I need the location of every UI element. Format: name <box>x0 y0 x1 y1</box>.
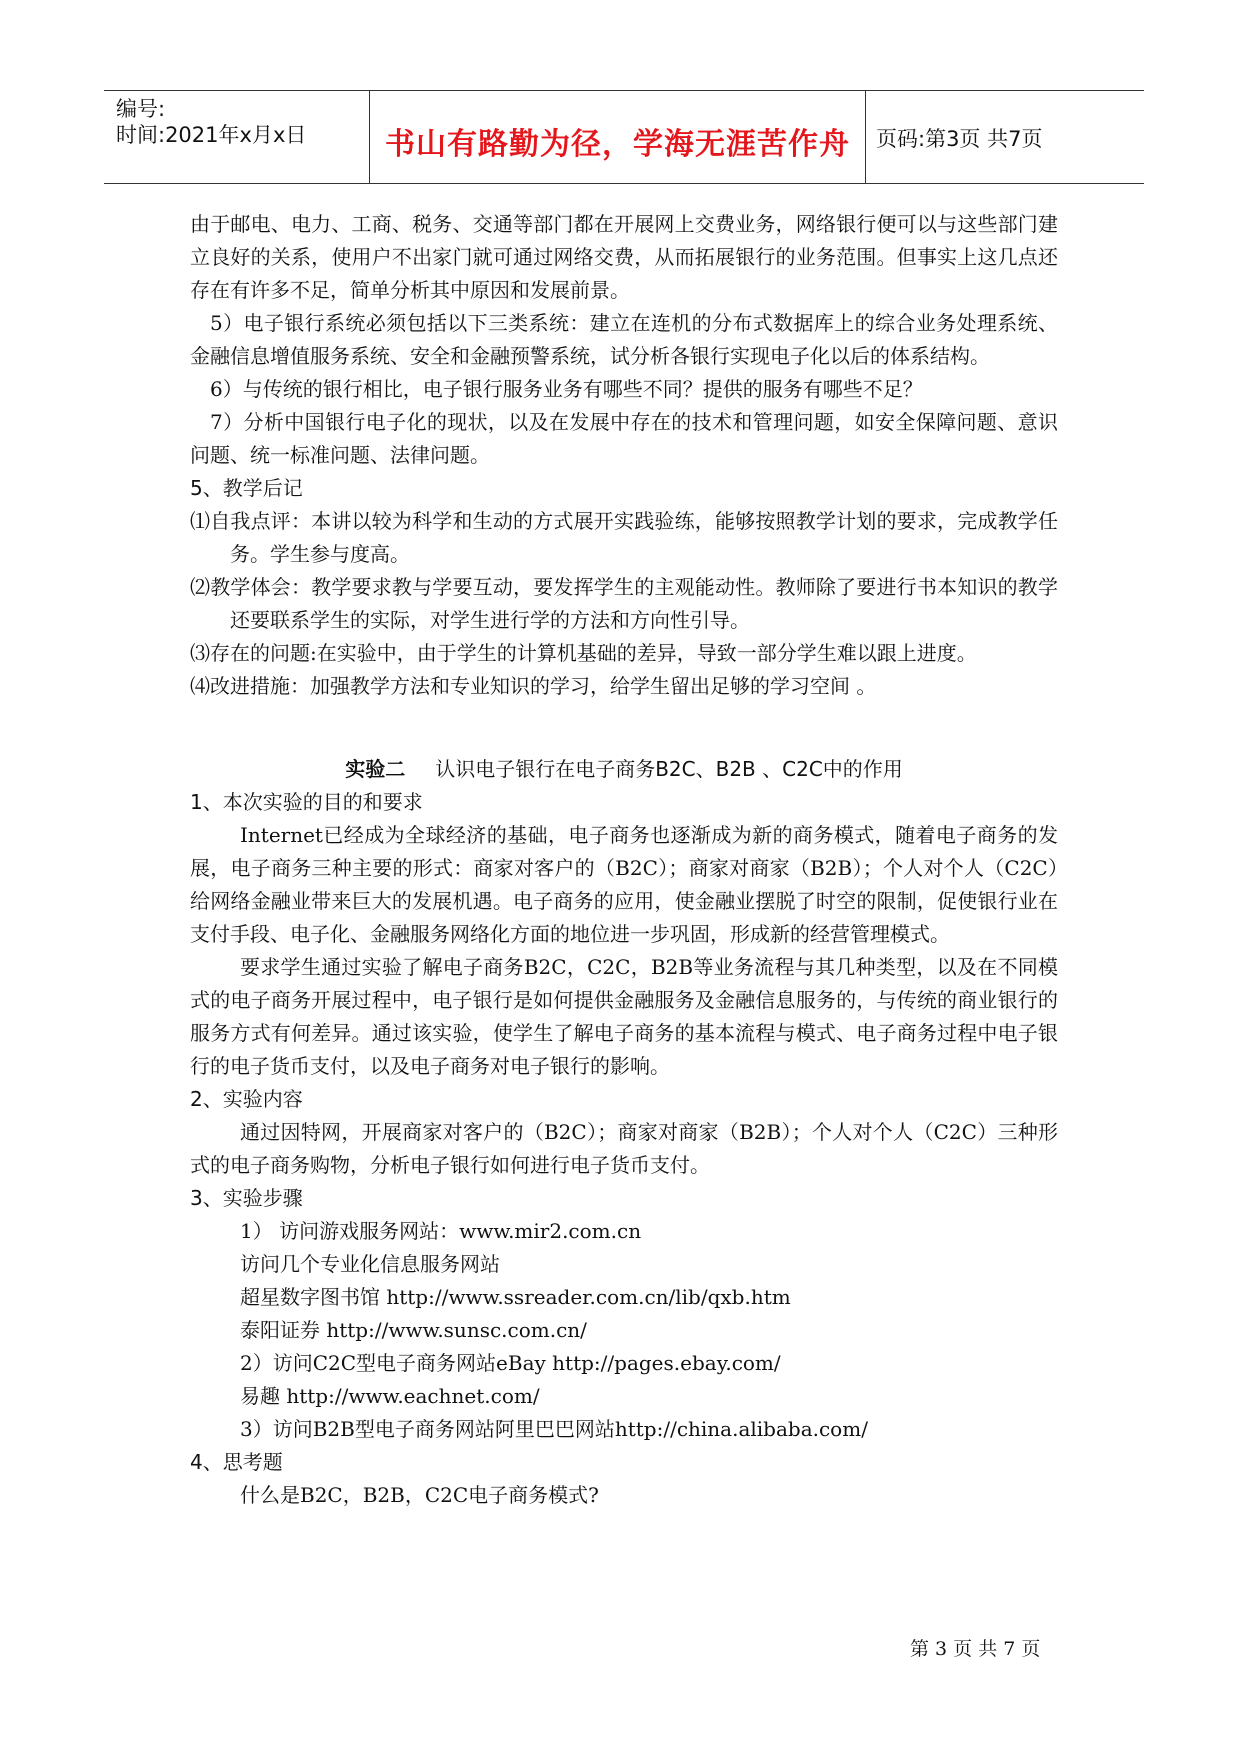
question-item: 6）与传统的银行相比，电子银行服务业务有哪些不同？提供的服务有哪些不足？ <box>210 377 923 401</box>
section-heading: 1、本次实验的目的和要求 <box>190 790 423 814</box>
step-item: 3）访问B2B型电子商务网站阿里巴巴网站http://china.alibaba.com/ <box>240 1417 868 1441</box>
step-item: 超星数字图书馆 http://www.ssreader.com.cn/lib/qxb.htm <box>240 1285 791 1309</box>
paragraph: 要求学生通过实验了解电子商务B2C，C2C，B2B等业务流程与其几种类型，以及在不同模式的电子商务开展过程中，电子银行是如何提供金融服务及金融信息服务的，与传统的商业银行的服务方式有何差异。通过该实验，使学生了解电子商务的基本流程与模式、电子商务过程中电子银行的电子货币支付，以及电子商务对电子银行的影响。 <box>190 955 1058 1078</box>
experiment-title-text: 认识电子银行在电子商务B2C、B2B 、C2C中的作用 <box>435 757 903 781</box>
step-item: 易趣 http://www.eachnet.com/ <box>240 1384 540 1408</box>
page-footer: 第 3 页 共 7 页 <box>910 1638 1041 1660</box>
step-item: 访问几个专业化信息服务网站 <box>240 1252 500 1276</box>
page-header <box>104 90 1144 184</box>
list-item: ⑶存在的问题:在实验中，由于学生的计算机基础的差异，导致一部分学生难以跟上进度。 <box>190 641 977 665</box>
step-item: 2）访问C2C型电子商务网站eBay http://pages.ebay.com/ <box>240 1351 781 1375</box>
document-body <box>190 208 1058 1512</box>
experiment-title <box>190 753 1058 786</box>
section-heading: 4、思考题 <box>190 1450 283 1474</box>
document-time-label: 时间:2021年x月x日 <box>116 123 307 147</box>
question-item: 什么是B2C，B2B，C2C电子商务模式? <box>240 1483 599 1507</box>
experiment-label: 实验二 <box>345 757 406 781</box>
step-item: 1） 访问游戏服务网站：www.mir2.com.cn <box>240 1219 642 1243</box>
header-info-cell <box>104 91 369 183</box>
step-item: 泰阳证券 http://www.sunsc.com.cn/ <box>240 1318 587 1342</box>
section-heading: 5、教学后记 <box>190 476 303 500</box>
section-heading: 3、实验步骤 <box>190 1186 303 1210</box>
question-item: 5）电子银行系统必须包括以下三类系统：建立在连机的分布式数据库上的综合业务处理系统、金融信息增值服务系统、安全和金融预警系统，试分析各银行实现电子化以后的体系结构。 <box>190 311 1058 368</box>
paragraph: Internet已经成为全球经济的基础，电子商务也逐渐成为新的商务模式，随着电子商务的发展，电子商务三种主要的形式：商家对客户的（B2C）；商家对商家（B2B）；个人对个人（C2C）给网络金融业带来巨大的发展机遇。电子商务的应用，使金融业摆脱了时空的限制，促使银行业在支付手段、电子化、金融服务网络化方面的地位进一步巩固，形成新的经营管理模式。 <box>190 823 1058 946</box>
paragraph: 通过因特网，开展商家对客户的（B2C）；商家对商家（B2B）；个人对个人（C2C）三种形式的电子商务购物，分析电子银行如何进行电子货币支付。 <box>190 1120 1058 1177</box>
header-motto-cell <box>369 91 866 183</box>
header-motto: 书山有路勤为径，学海无涯苦作舟 <box>385 127 850 162</box>
section-heading: 2、实验内容 <box>190 1087 303 1111</box>
list-item: ⑷改进措施：加强教学方法和专业知识的学习，给学生留出足够的学习空间 。 <box>190 674 877 698</box>
list-item: ⑴自我点评：本讲以较为科学和生动的方式展开实践验练，能够按照教学计划的要求，完成教学任务。学生参与度高。 <box>190 509 1058 566</box>
list-item: ⑵教学体会：教学要求教与学要互动，要发挥学生的主观能动性。教师除了要进行书本知识的教学还要联系学生的实际，对学生进行学的方法和方向性引导。 <box>190 575 1058 632</box>
header-page-code: 页码:第3页 共7页 <box>876 127 1043 151</box>
header-page-cell <box>866 91 1144 183</box>
paragraph: 由于邮电、电力、工商、税务、交通等部门都在开展网上交费业务，网络银行便可以与这些部门建立良好的关系，使用户不出家门就可通过网络交费，从而拓展银行的业务范围。但事实上这几点还存在有许多不足，简单分析其中原因和发展前景。 <box>190 212 1058 302</box>
document-number-label: 编号: <box>116 97 166 121</box>
question-item: 7）分析中国银行电子化的现状，以及在发展中存在的技术和管理问题，如安全保障问题、意识问题、统一标准问题、法律问题。 <box>190 410 1058 467</box>
